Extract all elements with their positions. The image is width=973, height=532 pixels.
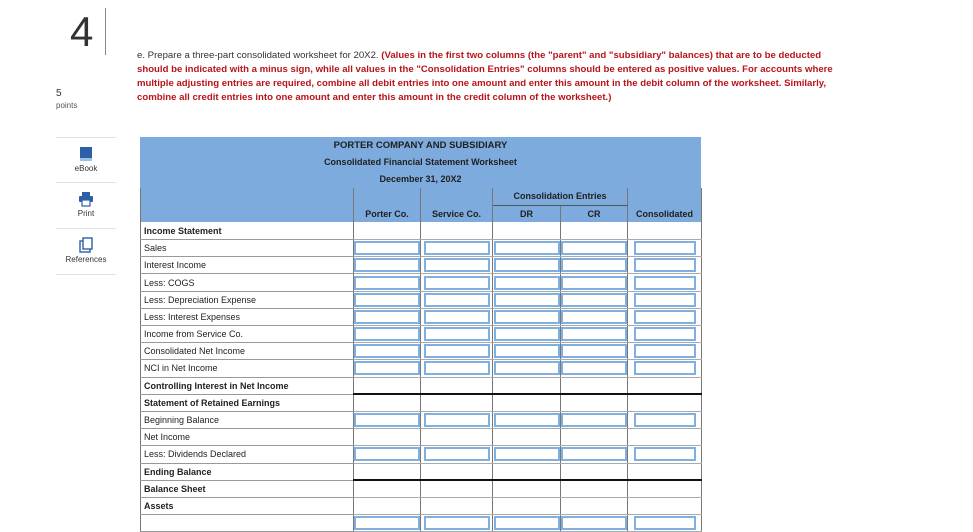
instructions [137, 49, 837, 105]
row-label: Balance Sheet [141, 480, 354, 497]
worksheet-cell [628, 446, 702, 463]
consolidated-input[interactable] [634, 447, 696, 461]
dr-input[interactable] [494, 293, 560, 307]
worksheet-row [141, 360, 702, 377]
worksheet-row [141, 291, 702, 308]
worksheet-cell [561, 360, 628, 377]
worksheet-title: PORTER COMPANY AND SUBSIDIARY [333, 140, 508, 151]
service-input[interactable] [424, 293, 490, 307]
service-input[interactable] [424, 241, 490, 255]
worksheet-cell [354, 411, 421, 428]
worksheet-cell [354, 463, 421, 480]
worksheet-cell [493, 377, 561, 394]
porter-input[interactable] [354, 344, 420, 358]
worksheet-cell [493, 394, 561, 411]
worksheet-row [141, 343, 702, 360]
worksheet-row [141, 411, 702, 428]
row-label: Assets [141, 497, 354, 514]
print-button[interactable] [56, 183, 116, 229]
header-blank [354, 188, 421, 205]
consolidated-input[interactable] [634, 241, 696, 255]
header-row-columns [141, 205, 702, 222]
dr-input[interactable] [494, 344, 560, 358]
row-label: Income from Service Co. [141, 326, 354, 343]
col-cr-header: CR [561, 205, 628, 222]
worksheet-cell [493, 291, 561, 308]
service-input[interactable] [424, 344, 490, 358]
worksheet-cell [354, 326, 421, 343]
worksheet-cell [628, 497, 702, 514]
dr-input[interactable] [494, 447, 560, 461]
worksheet-cell [421, 429, 493, 446]
header-blank [628, 188, 702, 205]
worksheet-cell [628, 326, 702, 343]
worksheet-cell [561, 308, 628, 325]
service-input[interactable] [424, 413, 490, 427]
worksheet-cell [493, 429, 561, 446]
porter-input[interactable] [354, 447, 420, 461]
col-service-header: Service Co. [421, 205, 493, 222]
row-label: Less: Interest Expenses [141, 308, 354, 325]
cr-input[interactable] [561, 258, 627, 272]
dr-input[interactable] [494, 413, 560, 427]
worksheet-cell [354, 377, 421, 394]
porter-input[interactable] [354, 293, 420, 307]
worksheet-cell [421, 291, 493, 308]
worksheet-row [141, 240, 702, 257]
ebook-icon [79, 146, 93, 162]
worksheet-cell [561, 411, 628, 428]
header-row-group [141, 188, 702, 205]
worksheet-cell [493, 360, 561, 377]
service-input[interactable] [424, 310, 490, 324]
worksheet-cell [354, 343, 421, 360]
worksheet-cell [628, 480, 702, 497]
service-input[interactable] [424, 276, 490, 290]
worksheet-cell [354, 222, 421, 239]
worksheet-cell [628, 240, 702, 257]
cr-input[interactable] [561, 241, 627, 255]
service-input[interactable] [424, 258, 490, 272]
consolidated-input[interactable] [634, 258, 696, 272]
cr-input[interactable] [561, 276, 627, 290]
dr-input[interactable] [494, 241, 560, 255]
porter-input[interactable] [354, 516, 420, 530]
service-input[interactable] [424, 327, 490, 341]
worksheet-cell [628, 291, 702, 308]
porter-input[interactable] [354, 241, 420, 255]
cr-input[interactable] [561, 361, 627, 375]
worksheet-cell [628, 274, 702, 291]
worksheet-cell [561, 446, 628, 463]
worksheet-cell [354, 257, 421, 274]
worksheet-cell [561, 394, 628, 411]
worksheet-cell [421, 240, 493, 257]
cr-input[interactable] [561, 327, 627, 341]
row-label: Less: COGS [141, 274, 354, 291]
dr-input[interactable] [494, 310, 560, 324]
row-label: Controlling Interest in Net Income [141, 377, 354, 394]
row-label: Beginning Balance [141, 411, 354, 428]
consolidated-input[interactable] [634, 310, 696, 324]
worksheet-header [140, 137, 701, 188]
worksheet-cell [628, 394, 702, 411]
cr-input[interactable] [561, 310, 627, 324]
worksheet-cell [354, 394, 421, 411]
header-blank [421, 188, 493, 205]
worksheet-cell [354, 429, 421, 446]
worksheet-cell [493, 308, 561, 325]
worksheet-cell [561, 291, 628, 308]
header-blank [141, 205, 354, 222]
worksheet-cell [421, 326, 493, 343]
worksheet-cell [561, 274, 628, 291]
row-label: Ending Balance [141, 463, 354, 480]
porter-input[interactable] [354, 276, 420, 290]
worksheet-cell [493, 343, 561, 360]
worksheet-cell [421, 394, 493, 411]
worksheet-table [140, 188, 702, 532]
porter-input[interactable] [354, 413, 420, 427]
question-number: 4 [70, 8, 106, 55]
dr-input[interactable] [494, 258, 560, 272]
references-label: References [65, 255, 107, 264]
worksheet-cell [493, 274, 561, 291]
service-input[interactable] [424, 361, 490, 375]
worksheet-row [141, 515, 702, 532]
consolidated-input[interactable] [634, 413, 696, 427]
worksheet-cell [493, 222, 561, 239]
cr-input[interactable] [561, 344, 627, 358]
col-consolidated-header: Consolidated [628, 205, 702, 222]
worksheet-row [141, 497, 702, 514]
worksheet-cell [561, 480, 628, 497]
porter-input[interactable] [354, 258, 420, 272]
row-label: Interest Income [141, 257, 354, 274]
points-value: 5 [56, 88, 62, 99]
worksheet-cell [421, 360, 493, 377]
consolidated-input[interactable] [634, 516, 696, 530]
worksheet-cell [493, 240, 561, 257]
worksheet-cell [561, 429, 628, 446]
dr-input[interactable] [494, 516, 560, 530]
worksheet-cell [561, 257, 628, 274]
worksheet-cell [354, 497, 421, 514]
porter-input[interactable] [354, 327, 420, 341]
row-label: Income Statement [141, 222, 354, 239]
print-label: Print [77, 209, 95, 218]
worksheet-row [141, 308, 702, 325]
worksheet-cell [493, 326, 561, 343]
worksheet-cell [421, 257, 493, 274]
row-label: Statement of Retained Earnings [141, 394, 354, 411]
row-label: Net Income [141, 429, 354, 446]
sidebar [56, 137, 116, 275]
worksheet-cell [628, 463, 702, 480]
cr-input[interactable] [561, 293, 627, 307]
worksheet-cell [493, 446, 561, 463]
dr-input[interactable] [494, 327, 560, 341]
consolidated-input[interactable] [634, 344, 696, 358]
worksheet-cell [493, 257, 561, 274]
worksheet-row [141, 480, 702, 497]
worksheet-cell [561, 326, 628, 343]
worksheet-cell [561, 343, 628, 360]
worksheet-date: December 31, 20X2 [379, 174, 462, 184]
worksheet-cell [354, 308, 421, 325]
worksheet-cell [493, 480, 561, 497]
worksheet-cell [628, 222, 702, 239]
worksheet-cell [421, 411, 493, 428]
worksheet-row [141, 222, 702, 239]
worksheet-cell [561, 497, 628, 514]
ebook-label: eBook [74, 164, 98, 173]
worksheet-cell [354, 274, 421, 291]
worksheet-row [141, 274, 702, 291]
worksheet-cell [421, 446, 493, 463]
worksheet-cell [354, 446, 421, 463]
worksheet-cell [354, 291, 421, 308]
worksheet-row [141, 394, 702, 411]
row-label: Less: Depreciation Expense [141, 291, 354, 308]
porter-input[interactable] [354, 361, 420, 375]
worksheet-cell [354, 240, 421, 257]
worksheet-cell [628, 411, 702, 428]
service-input[interactable] [424, 516, 490, 530]
worksheet-cell [421, 343, 493, 360]
worksheet-cell [561, 222, 628, 239]
instructions-emphasis: (Values in the first two columns (the "parent" and "subsidiary" balances) that are to be deducted should be indicated with a minus sign, while all values in the "Consolidation Entries" columns should be entered as positive values. For accounts where multiple adjusting entries are required, combine all debit entries into one amount and enter this amount in the debit column of the worksheet. Similarly, combine all credit entries into one amount and enter this amount in the credit column of the worksheet.) [137, 50, 833, 103]
ebook-button[interactable] [56, 137, 116, 183]
worksheet-cell [421, 377, 493, 394]
worksheet-cell [354, 480, 421, 497]
dr-input[interactable] [494, 361, 560, 375]
worksheet-cell [628, 429, 702, 446]
row-label: Consolidated Net Income [141, 343, 354, 360]
consolidated-input[interactable] [634, 361, 696, 375]
worksheet-cell [354, 360, 421, 377]
col-porter-header: Porter Co. [354, 205, 421, 222]
worksheet-cell [421, 515, 493, 532]
worksheet-cell [421, 308, 493, 325]
references-button[interactable] [56, 229, 116, 275]
cr-input[interactable] [561, 413, 627, 427]
porter-input[interactable] [354, 310, 420, 324]
consolidated-input[interactable] [634, 293, 696, 307]
worksheet-cell [561, 377, 628, 394]
worksheet-row [141, 446, 702, 463]
worksheet-cell [561, 463, 628, 480]
consolidation-entries-header: Consolidation Entries [493, 188, 628, 205]
worksheet-cell [354, 515, 421, 532]
worksheet-subtitle: Consolidated Financial Statement Worksheet [324, 157, 517, 167]
worksheet-cell [493, 515, 561, 532]
worksheet-cell [628, 360, 702, 377]
worksheet-cell [493, 411, 561, 428]
instructions-prefix: e. Prepare a three-part consolidated worksheet for 20X2. [137, 50, 382, 61]
col-dr-header: DR [493, 205, 561, 222]
worksheet-cell [421, 480, 493, 497]
worksheet-cell [421, 222, 493, 239]
row-label: Less: Dividends Declared [141, 446, 354, 463]
worksheet-row [141, 377, 702, 394]
worksheet-cell [628, 377, 702, 394]
references-icon [78, 237, 94, 253]
worksheet-cell [493, 463, 561, 480]
worksheet-cell [421, 497, 493, 514]
row-label: Sales [141, 240, 354, 257]
consolidated-input[interactable] [634, 327, 696, 341]
print-icon [78, 191, 94, 207]
worksheet-row [141, 463, 702, 480]
worksheet-cell [628, 515, 702, 532]
worksheet-cell [561, 240, 628, 257]
cr-input[interactable] [561, 516, 627, 530]
worksheet-cell [421, 274, 493, 291]
service-input[interactable] [424, 447, 490, 461]
worksheet-row [141, 326, 702, 343]
worksheet-cell [493, 497, 561, 514]
worksheet-cell [628, 343, 702, 360]
dr-input[interactable] [494, 276, 560, 290]
worksheet-cell [628, 308, 702, 325]
header-blank [141, 188, 354, 205]
worksheet-cell [628, 257, 702, 274]
worksheet-cell [561, 515, 628, 532]
worksheet-cell [421, 463, 493, 480]
consolidated-input[interactable] [634, 276, 696, 290]
row-label: NCI in Net Income [141, 360, 354, 377]
worksheet-row [141, 429, 702, 446]
worksheet-row [141, 257, 702, 274]
cr-input[interactable] [561, 447, 627, 461]
points-label: points [56, 101, 78, 110]
row-label [141, 515, 354, 532]
